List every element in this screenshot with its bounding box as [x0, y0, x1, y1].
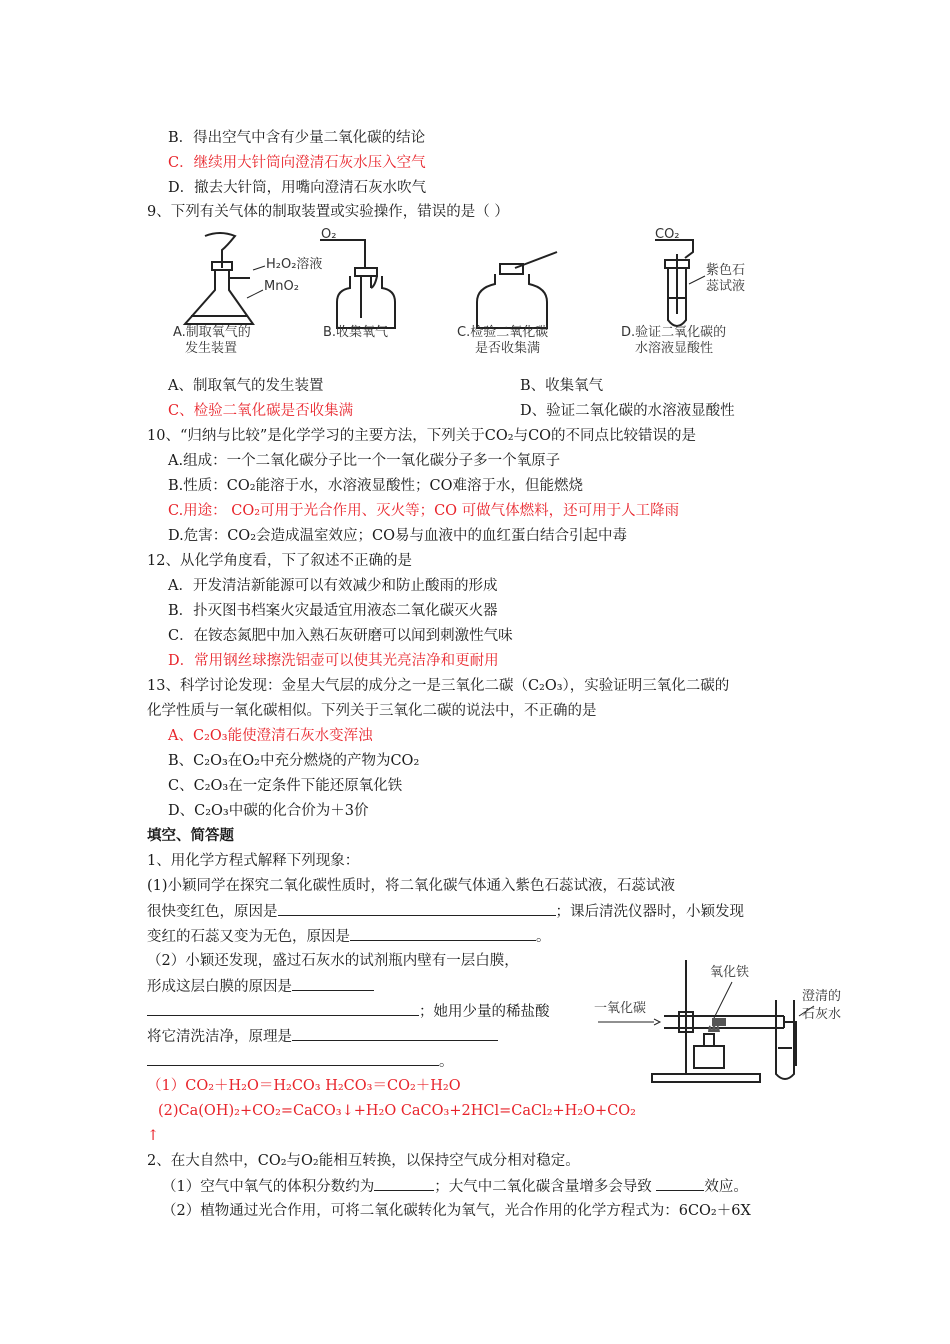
f2-part1 — [162, 1176, 748, 1197]
q12-option-b: B．扑灭图书档案火灾最适宜用液态二氧化碳灭火器 — [168, 603, 498, 619]
fig-a-caption-2: 发生装置 — [185, 341, 238, 356]
co-reduction-apparatus-figure — [594, 956, 854, 1086]
f2-part1-text-c: 效应。 — [704, 1179, 748, 1195]
answer-blank-8[interactable] — [656, 1176, 704, 1191]
q10-option-c-answer: C.用途： CO₂可用于光合作用、灭火等；CO 可做气体燃料，还可用于人工降雨 — [168, 503, 680, 519]
f1-part2-line5-text: 。 — [439, 1054, 454, 1070]
f1-part1-line3-text-a: 变红的石蕊又变为无色，原因是 — [147, 929, 350, 945]
q13-option-d: D、C₂O₃中碳的化合价为＋3价 — [168, 803, 369, 819]
answer-blank-7[interactable] — [374, 1176, 434, 1191]
q13-stem-line2: 化学性质与一氧化碳相似。下列关于三氧化二碳的说法中，不正确的是 — [147, 703, 597, 719]
q8-option-b: B．得出空气中含有少量二氧化碳的结论 — [168, 130, 426, 146]
f1-part1-line3 — [147, 926, 551, 947]
litmus-label-2: 蕊试液 — [706, 279, 746, 294]
f1-part2-line1: （2）小颖还发现，盛过石灰水的试剂瓶内壁有一层白膜， — [147, 953, 519, 969]
f1-part2-line2 — [147, 976, 374, 997]
f1-answer-line3: ↑ — [147, 1128, 160, 1144]
fig-c-caption-2: 是否收集满 — [475, 341, 541, 356]
f1-part1-line3-text-b: 。 — [536, 929, 551, 945]
fig-d-caption-1: D.验证二氧化碳的 — [621, 325, 727, 340]
mno2-label: MnO₂ — [264, 279, 299, 294]
co2-label: CO₂ — [655, 228, 680, 242]
section-heading: 填空、简答题 — [147, 828, 234, 844]
q10-option-b: B.性质：CO₂能溶于水，水溶液显酸性；CO难溶于水，但能燃烧 — [168, 478, 584, 494]
f2-part1-text-b: ；大气中二氧化碳含量增多会导致 — [434, 1179, 652, 1195]
q10-stem: 10、“归纳与比较”是化学学习的主要方法，下列关于CO₂与CO的不同点比较错误的是 — [147, 428, 697, 444]
q13-stem-line1: 13、科学讨论发现：金星大气层的成分之一是三氧化二碳（C₂O₃），实验证明三氧化二碳的 — [147, 678, 730, 694]
f1-part2-line5 — [147, 1051, 454, 1072]
q12-option-c: C．在铵态氮肥中加入熟石灰研磨可以闻到刺激性气味 — [168, 628, 513, 644]
f1-part2-line3-text: ；她用少量的稀盐酸 — [419, 1004, 550, 1020]
f1-part2-line4 — [147, 1026, 498, 1047]
fig-a-caption-1: A.制取氧气的 — [173, 325, 251, 340]
answer-blank-2[interactable] — [350, 926, 536, 941]
f1-stem: 1、用化学方程式解释下列现象： — [147, 853, 360, 869]
answer-blank-3[interactable] — [292, 976, 374, 991]
fig-d-caption-2: 水溶液显酸性 — [635, 341, 714, 356]
f2-part2: （2）植物通过光合作用，可将二氧化碳转化为氧气，光合作用的化学方程式为：6CO₂＋6X — [162, 1203, 751, 1219]
limewater-label-2: 石灰水 — [802, 1007, 842, 1022]
f1-part2-line4-text: 将它清洗洁净，原理是 — [147, 1029, 292, 1045]
answer-blank-4[interactable] — [147, 1001, 419, 1016]
f2-part1-text-a: （1）空气中氧气的体积分数约为 — [162, 1179, 375, 1195]
fig-c-caption-1: C.检验二氧化碳 — [457, 325, 549, 340]
q12-option-a: A．开发清洁新能源可以有效减少和防止酸雨的形成 — [168, 578, 498, 594]
q10-option-a: A.组成：一个二氧化碳分子比一个一氧化碳分子多一个氧原子 — [168, 453, 561, 469]
answer-blank-6[interactable] — [147, 1051, 439, 1066]
co-label: 一氧化碳 — [594, 1001, 647, 1016]
answer-blank-5[interactable] — [292, 1026, 498, 1041]
q8-option-d: D．撤去大针筒，用嘴向澄清石灰水吹气 — [168, 180, 427, 196]
q13-option-b: B、C₂O₃在O₂中充分燃烧的产物为CO₂ — [168, 753, 420, 769]
answer-blank-1[interactable] — [278, 901, 556, 916]
h2o2-label: H₂O₂溶液 — [266, 257, 323, 272]
limewater-label-1: 澄清的 — [802, 989, 842, 1004]
q13-option-c: C、C₂O₃在一定条件下能还原氧化铁 — [168, 778, 403, 794]
f1-answer-line1: （1）CO₂＋H₂O＝H₂CO₃ H₂CO₃＝CO₂＋H₂O — [147, 1078, 461, 1094]
o2-label: O₂ — [321, 228, 337, 242]
q13-option-a-answer: A、C₂O₃能使澄清石灰水变浑浊 — [168, 728, 373, 744]
litmus-label-1: 紫色石 — [706, 263, 746, 278]
q12-stem: 12、从化学角度看，下了叙述不正确的是 — [147, 553, 412, 569]
f1-part1-line2 — [147, 901, 744, 922]
f1-part1-line1: (1)小颖同学在探究二氧化碳性质时，将二氧化碳气体通入紫色石蕊试液，石蕊试液 — [147, 878, 676, 894]
f1-part1-line2-text-b: ；课后清洗仪器时，小颖发现 — [555, 904, 744, 920]
f1-part2-line3 — [147, 1001, 550, 1022]
q9-option-b: B、收集氧气 — [520, 378, 604, 394]
f1-answer-line2: (2)Ca(OH)₂+CO₂=CaCO₃↓+H₂O CaCO₃+2HCl=CaCl₂+H₂O+CO₂ — [158, 1103, 636, 1119]
fig-b-caption: B.收集氧气 — [323, 325, 389, 340]
q9-option-c-answer: C、检验二氧化碳是否收集满 — [168, 403, 354, 419]
f1-part2-line2-text: 形成这层白膜的原因是 — [147, 979, 292, 995]
f2-stem: 2、在大自然中，CO₂与O₂能相互转换，以保持空气成分相对稳定。 — [147, 1153, 580, 1169]
q12-option-d-answer: D．常用钢丝球擦洗铝壶可以使其光亮洁净和更耐用 — [168, 653, 499, 669]
q9-apparatus-figure — [165, 228, 765, 360]
q10-option-d: D.危害：CO₂会造成温室效应；CO易与血液中的血红蛋白结合引起中毒 — [168, 528, 627, 544]
q8-option-c-answer: C．继续用大针筒向澄清石灰水压入空气 — [168, 155, 426, 171]
q9-option-a: A、制取氧气的发生装置 — [168, 378, 324, 394]
f1-part1-line2-text-a: 很快变红色，原因是 — [147, 904, 278, 920]
iron-oxide-label: 氧化铁 — [710, 965, 750, 980]
q9-option-d: D、验证二氧化碳的水溶液显酸性 — [520, 403, 735, 419]
q9-stem: 9、下列有关气体的制取装置或实验操作，错误的是（ ） — [147, 204, 509, 220]
